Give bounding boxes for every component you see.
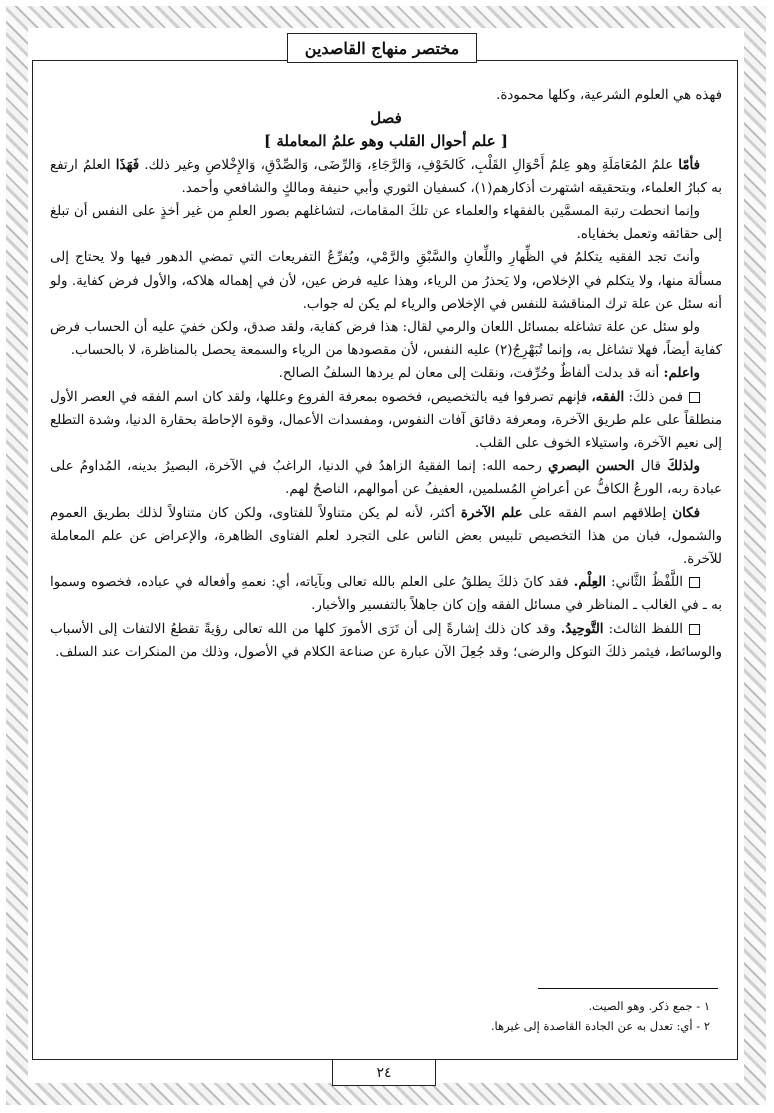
paragraph-1-text: علمُ المُعَامَلَةِ وهو عِلمُ أَحْوَالِ القَلْبِ، كَالخَوْفِ، وَالرَّجَاءِ، وَالرِّضَى، وَالصِّدْقِ، وَالإِخْلاصِ وغير ذلك. bbox=[139, 157, 679, 173]
paragraph-6-text: فإنهم تصرفوا فيه بالتخصيص، فخصوه بمعرفة الفروع وعللها، ولقد كان اسم الفقه في العصر الأول منطلقاً على علم طريق الآخرة، ومعرفة دقائق آفات النفوس، ومفسدات الأعمال، وقوة الإحاطة بحقارة الدنيا، وشدة التطلع إلى نعيم الآخرة، واستيلاء الخوف على القلب. bbox=[50, 389, 722, 452]
footnote-divider bbox=[538, 988, 718, 989]
paragraph-4: ولو سئل عن علة تشاغله بمسائل اللعان والرمي لقال: هذا فرض كفاية، ولقد صدق، ولكن خفيَ عليه أن الحساب فرض كفاية أيضاً، فهلا تشاغل به، وإنما تُبَهْرِجُ(٢) عليه النفس، لأن مقصودها من الرياء والسمعة يحصل بالمناظرة، لا بالحساب. bbox=[50, 320, 722, 359]
paragraph-10-text: وقد كان ذلك إشارةً إلى أن تَرَى الأمورَ كلها من الله تعالى رؤيةً تقطعُ الالتفات إلى الأسباب والوسائط، فيثمر ذلكَ التوكل والرضى؛ وقد جُعِلَ الآن عبارة عن صناعة الكلام في الأصول، وذلك من المنكرات عند السلف. bbox=[50, 621, 722, 660]
paragraph-6-pre: فمن ذلكَ: bbox=[624, 389, 683, 405]
footnote-2: ٢ - أي: تعدل به عن الجادة القاصدة إلى غيرها. bbox=[490, 1019, 710, 1033]
paragraph-9-pre: اللَّفْظُ الثَّاني: bbox=[605, 575, 683, 591]
paragraph-9-lead: العِلْم. bbox=[573, 574, 606, 591]
paragraph-1-lead: فأمّا bbox=[678, 156, 700, 173]
paragraph-5 bbox=[50, 362, 722, 385]
intro-paragraph: فهذه هي العلوم الشرعية، وكلها محمودة. bbox=[496, 88, 722, 103]
paragraph-1-text2: العلمُ ارتفع به كبارُ العلماء، وبتحقيقه اشتهرت أذكارهم(١)، كسفيان الثوري وأبي حنيفة ومالكٍ والشافعي وأحمد. bbox=[50, 157, 722, 196]
paragraph-5-lead: واعلم: bbox=[663, 365, 700, 382]
page-number-box bbox=[332, 1060, 436, 1086]
paragraph-7-name: الحسن البصري bbox=[547, 458, 635, 475]
paragraph-7-mid: قال bbox=[634, 459, 668, 475]
paragraph-10-lead: التَّوحِيدُ. bbox=[560, 620, 604, 637]
page-number: ٢٤ bbox=[376, 1064, 392, 1081]
paragraph-8-lead: فكان bbox=[672, 504, 700, 521]
square-bullet-icon bbox=[689, 392, 700, 403]
paragraph-7 bbox=[50, 455, 722, 501]
paragraph-8-text2: أكثر، لأنه لم يكن متناولاً للفتاوى، ولكن كان متناولاً لذلك بطريق العموم والشمول، فبان من هذا التخصيص تلبيس بعض الناس على التجرد لعلم الفتاوى الظاهرة، والإعراض عن علم المعاملة للآخرة. bbox=[50, 505, 722, 568]
paragraph-8-bold: علم الآخرة bbox=[460, 504, 523, 521]
paragraph-3: وأنتَ تجد الفقيه يتكلمُ في الظِّهارِ واللِّعانِ والسَّبْقِ والرَّمْي، ويُفرِّعُ التفريعات التي تمضي الدهور فيها ولا يحتاج إلى مسألة منها، ولا يتكلم في الإخلاص، ولا يَحذرُ من الرياء، وهذا عليه فرض عين، لأن في إهماله هلاكه، والأول فرض كفاية. ولو أنه سئل عن علة ترك المناقشة للنفس في الإخلاص والرياء لم يكن له جواب. bbox=[50, 250, 722, 312]
running-header bbox=[287, 33, 477, 63]
paragraph-5-text: أنه قد بدلت ألفاظٌ وحُرِّفت، ونقلت إلى معان لم يردها السلفُ الصالح. bbox=[278, 366, 664, 382]
paragraph-1 bbox=[50, 154, 722, 200]
paragraph-7-lead: ولذلكَ bbox=[667, 458, 700, 475]
paragraph-10-pre: اللفظ الثالث: bbox=[603, 621, 683, 637]
paragraph-6 bbox=[50, 386, 722, 456]
paragraph-8 bbox=[50, 502, 722, 572]
square-bullet-icon bbox=[689, 624, 700, 635]
book-title: مختصر منهاج القاصدين bbox=[304, 38, 460, 58]
paragraph-8-text: إطلاقهم اسم الفقه على bbox=[522, 505, 673, 521]
paragraph-6-lead: الفقه، bbox=[591, 388, 625, 405]
square-bullet-icon bbox=[689, 577, 700, 588]
main-text bbox=[50, 84, 722, 664]
paragraph-7-text: رحمه الله: إنما الفقيهُ الزاهدُ في الدنيا، الراغبُ في الآخرة، البصيرُ بدينه، المُداومُ على عبادة ربه، الورعُ الكافُّ عن أعراضِ المُسلمين، العفيفُ عن أموالهم، الناصحُ لهم. bbox=[50, 459, 722, 498]
paragraph-9-text: فقد كانَ ذلكَ يطلقُ على العلم بالله تعالى وبآياته، أي: نعمهِ وأفعاله في عباده، فخصوه وسموا به ـ في الغالب ـ المناظر في مسائل الفقه وإن كان جاهلاً بالتفسير والأخبار. bbox=[50, 575, 722, 614]
paragraph-2: وإنما انحطت رتبة المسمَّين بالفقهاء والعلماء عن تلكَ المقامات، لتشاغلهم بصور العلمِ من غير أخذٍ على النفس أن تبلغ إلى حقائقه وتعمل بخفاياه. bbox=[50, 204, 722, 243]
paragraph-1-bold: فَهَذَا bbox=[115, 156, 140, 173]
footnote-1: ١ - جمع ذكر. وهو الصيت. bbox=[588, 999, 710, 1013]
paragraph-10 bbox=[50, 618, 722, 664]
paragraph-9 bbox=[50, 571, 722, 617]
footnotes bbox=[50, 996, 710, 1036]
section-heading: فصل bbox=[370, 109, 402, 128]
section-subtitle: [ علم أحوال القلب وهو علمُ المعاملة ] bbox=[264, 132, 508, 151]
